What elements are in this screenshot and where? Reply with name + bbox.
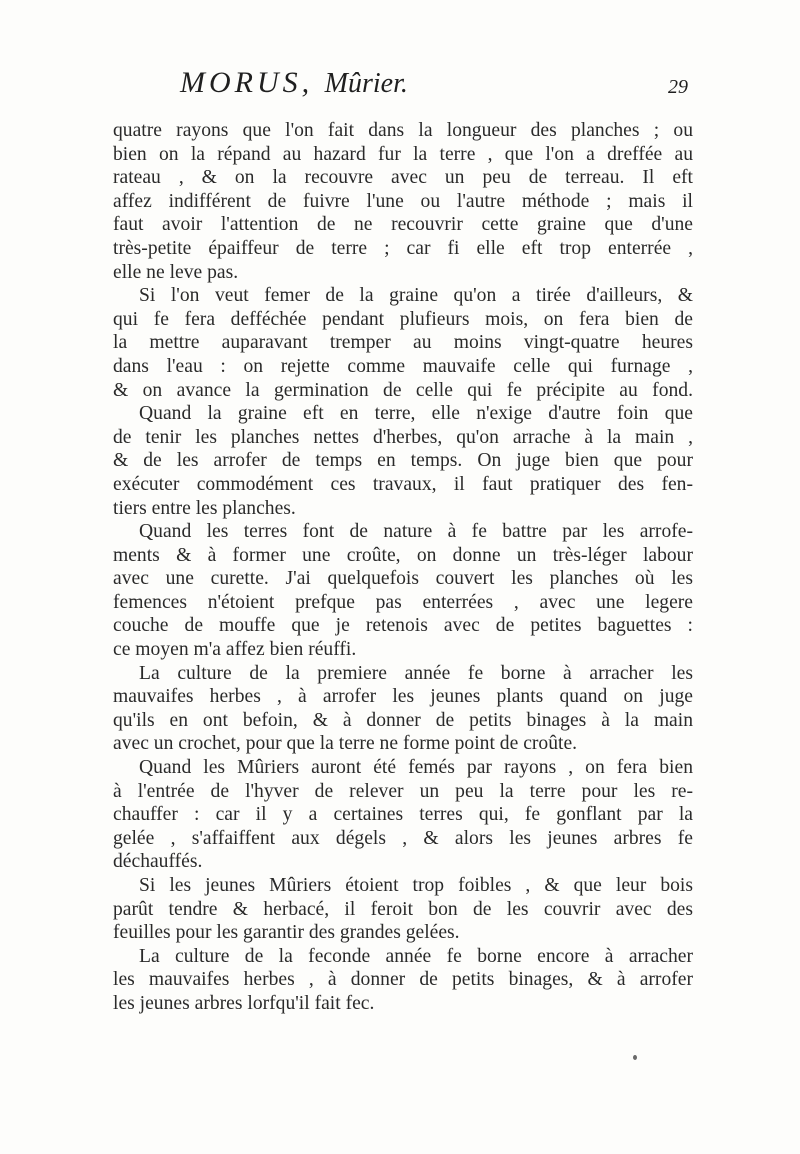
text-line: parût tendre & herbacé, il feroit bon de les couvrir avec des: [113, 898, 693, 920]
text-line: elle ne leve pas.: [113, 261, 239, 283]
text-line: couche de mouffe que je retenois avec de petites baguettes :: [113, 615, 693, 637]
text-line: à l'entrée de l'hyver de relever un peu la terre pour les re-: [113, 780, 693, 802]
text-line: qui fe fera defféchée pendant plufieurs mois, on fera bien de: [113, 308, 693, 330]
text-line: & on avance la germination de celle qui fe précipite au fond.: [113, 379, 693, 401]
common-name: Mûrier.: [324, 68, 408, 99]
text-line: rateau , & on la recouvre avec un peu de terreau. Il eft: [113, 167, 693, 189]
text-line: femences n'étoient prefque pas enterrées , avec une legere: [113, 591, 693, 613]
text-line: chauffer : car il y a certaines terres qui, fe gonflant par la: [113, 804, 693, 826]
text-line: dans l'eau : on rejette comme mauvaife celle qui furnage ,: [113, 355, 693, 377]
text-line: qu'ils en ont befoin, & à donner de petits binages à la main: [113, 709, 693, 731]
paragraph-start: La culture de la premiere année fe borne à arracher les: [139, 662, 693, 684]
text-line: feuilles pour les garantir des grandes gelées.: [113, 922, 460, 944]
body-text: [113, 119, 693, 1016]
paragraph-start: La culture de la feconde année fe borne encore à arracher: [139, 945, 693, 967]
text-line: les mauvaifes herbes , à donner de petits binages, & à arrofer: [113, 969, 693, 991]
paragraph-start: Quand les terres font de nature à fe battre par les arrofe-: [139, 521, 693, 543]
paragraph-start: Si les jeunes Mûriers étoient trop foibles , & que leur bois: [139, 875, 693, 896]
text-line: & de les arrofer de temps en temps. On juge bien que pour: [113, 450, 693, 472]
text-line: faut avoir l'attention de ne recouvrir cette graine que d'une: [113, 214, 693, 236]
genus-name: MORUS,: [180, 66, 314, 99]
text-line: gelée , s'affaiffent aux dégels , & alors les jeunes arbres fe: [113, 827, 693, 849]
text-line: déchauffés.: [113, 851, 203, 873]
ink-speck: [633, 1055, 637, 1060]
text-line: ce moyen m'a affez bien réuffi.: [113, 639, 357, 661]
text-line: tiers entre les planches.: [113, 497, 296, 519]
text-line: exécuter commodément ces travaux, il faut pratiquer des fen-: [113, 473, 693, 495]
text-line: les jeunes arbres lorfqu'il fait fec.: [113, 992, 375, 1014]
text-line: de tenir les planches nettes d'herbes, qu'on arrache à la main ,: [113, 426, 693, 448]
text-line: quatre rayons que l'on fait dans la longueur des planches ; ou: [113, 120, 693, 141]
paragraph-start: Quand les Mûriers auront été femés par rayons , on fera bien: [139, 757, 693, 779]
text-line: avec un crochet, pour que la terre ne forme point de croûte.: [113, 733, 578, 755]
running-head: [108, 66, 688, 106]
paragraph-start: Si l'on veut femer de la graine qu'on a tirée d'ailleurs, &: [139, 285, 693, 307]
paragraph-start: Quand la graine eft en terre, elle n'exige d'autre foin que: [139, 403, 693, 425]
text-line: mauvaifes herbes , à arrofer les jeunes plants quand on juge: [113, 686, 693, 708]
running-head-title: [180, 66, 408, 100]
text-line: ments & à former une croûte, on donne un très-léger labour: [113, 544, 693, 566]
text-line: affez indifférent de fuivre l'une ou l'autre méthode ; mais il: [113, 190, 693, 212]
page-number: 29: [668, 76, 688, 98]
text-line: avec une curette. J'ai quelquefois couvert les planches où les: [113, 568, 693, 590]
text-line: la mettre auparavant tremper au moins vingt-quatre heures: [113, 332, 693, 354]
text-line: bien on la répand au hazard fur la terre , que l'on a dreffée au: [113, 143, 693, 165]
text-line: très-petite épaiffeur de terre ; car fi elle eft trop enterrée ,: [113, 237, 693, 259]
